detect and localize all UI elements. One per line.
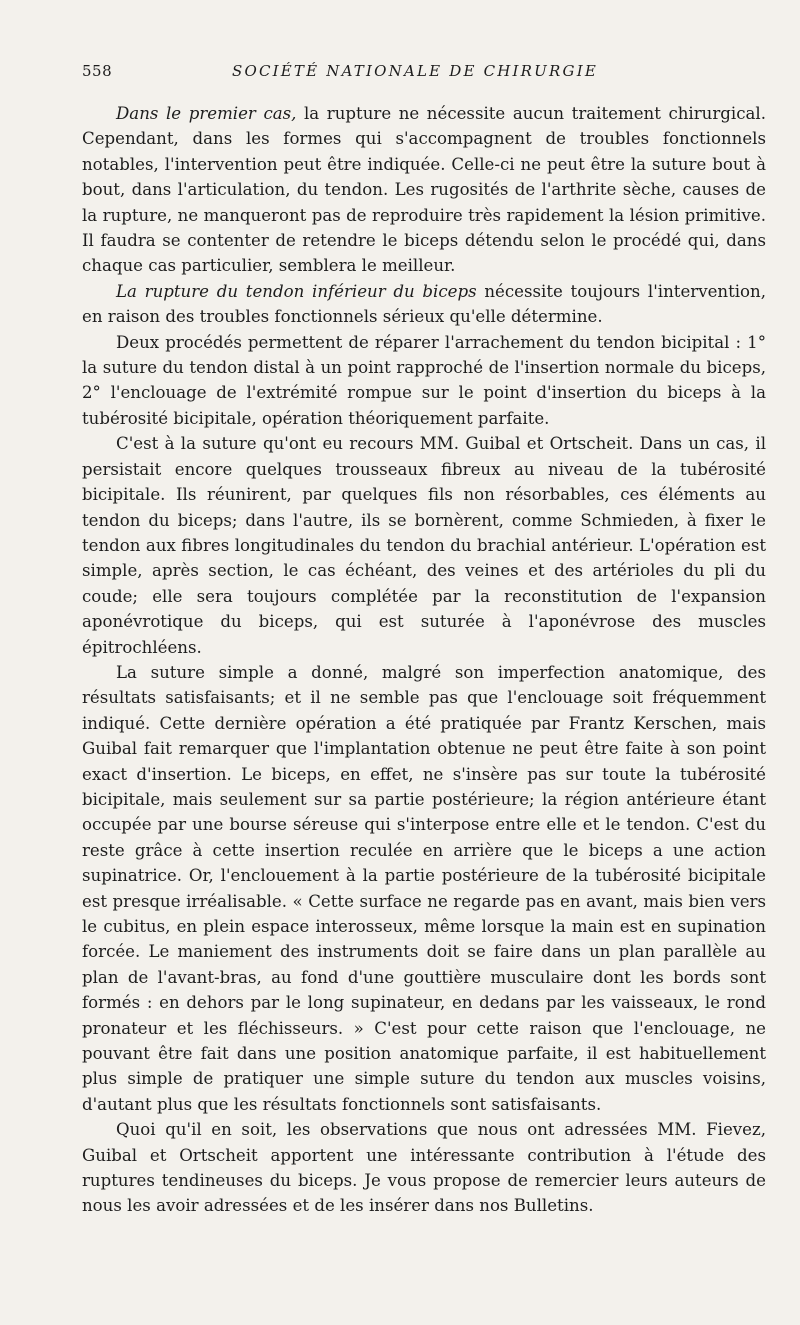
paragraph	[82, 279, 766, 330]
paragraph-lead-italic: Dans le premier cas,	[116, 104, 297, 123]
paragraph-lead-italic: La rupture du tendon inférieur du biceps	[116, 281, 477, 301]
paragraph	[82, 1117, 766, 1219]
paragraph-text: la rupture ne nécessite aucun traitement chirurgical. Cependant, dans les formes qui s'accompagnent de troubles fonctionnels notables, l'intervention peut être indiquée. Celle-ci ne peut être la suture bout à bout, dans l'articulation, du tendon. Les rugosités de l'arthrite sèche, causes de la rupture, ne manqueront pas de reproduire très rapidement la lésion primitive. Il faudra se contenter de retendre le biceps détendu selon le procédé qui, dans chaque cas particulier, semblera le meilleur.	[82, 104, 766, 276]
paragraph	[82, 330, 766, 432]
page-header	[82, 62, 764, 86]
paragraph-text: La suture simple a donné, malgré son imperfection anatomique, des résultats satisfaisants; et il ne semble pas que l'enclouage soit fréquemment indiqué. Cette dernière opération a été pratiquée par Frantz Kerschen, mais Guibal fait remarquer que l'implantation obtenue ne peut être faite à son point exact d'insertion. Le biceps, en effet, ne s'insère pas sur toute la tubérosité bicipitale, mais seulement sur sa partie postérieure; la région antérieure étant occupée par une bourse séreuse qui s'interpose entre elle et le tendon. C'est du reste grâce à cette insertion reculée en arrière que le biceps a une action supinatrice. Or, l'enclouement à la partie postérieure de la tubérosité bicipitale est presque irréalisable. « Cette surface ne regarde pas en avant, mais bien vers le cubitus, en plein espace interosseux, même lorsque la main est en supination forcée. Le maniement des instruments doit se faire dans un plan parallèle au plan de l'avant-bras, au fond d'une gouttière musculaire dont les bords sont formés : en dehors par le long supinateur, en dedans par les vaisseaux, le rond pronateur et les fléchisseurs. » C'est pour cette raison que l'enclouage, ne pouvant être fait dans une position anatomique parfaite, il est habituellement plus simple de pratiquer une simple suture du tendon aux muscles voisins, d'autant plus que les résultats fonctionnels sont satisfaisants.	[82, 662, 766, 1114]
paragraph-text: Deux procédés permettent de réparer l'arrachement du tendon bicipital : 1° la suture du tendon distal à un point rapproché de l'insertion normale du biceps, 2° l'enclouage de l'extrémité rompue sur le point d'insertion du biceps à la tubérosité bicipitale, opération théoriquement parfaite.	[82, 332, 766, 428]
paragraph-text: C'est à la suture qu'ont eu recours MM. Guibal et Ortscheit. Dans un cas, il persistait encore quelques trousseaux fibreux au niveau de la tubérosité bicipitale. Ils réunirent, par quelques fils non résorbables, ces éléments au tendon du biceps; dans l'autre, ils se bornèrent, comme Schmieden, à fixer le tendon aux fibres longitudinales du tendon du brachial antérieur. L'opération est simple, après section, le cas échéant, des veines et des artérioles du pli du coude; elle sera toujours complétée par la reconstitution de l'expansion aponévrotique du biceps, qui est suturée à l'aponévrose des muscles épitrochléens.	[82, 434, 766, 657]
page-number: 558	[82, 62, 113, 80]
paragraph-text: nécessite toujours l'intervention, en raison des troubles fonctionnels sérieux qu'elle détermine.	[82, 281, 767, 327]
running-head: SOCIÉTÉ NATIONALE DE CHIRURGIE	[232, 62, 598, 80]
paragraph	[82, 660, 766, 1117]
paragraph	[82, 101, 766, 279]
body-text	[82, 101, 766, 1219]
paragraph	[82, 431, 766, 660]
paragraph-text: Quoi qu'il en soit, les observations que nous ont adressées MM. Fievez, Guibal et Ortscheit apportent une intéressante contribution à l'étude des ruptures tendineuses du biceps. Je vous propose de remercier leurs auteurs de nous les avoir adressées et de les insérer dans nos Bulletins.	[82, 1120, 766, 1216]
